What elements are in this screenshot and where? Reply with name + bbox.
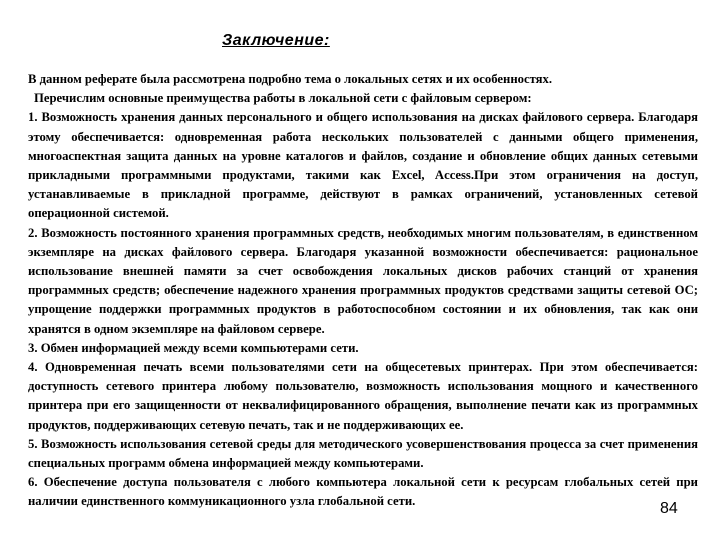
- document-body: [28, 70, 698, 512]
- page-title: Заключение:: [222, 32, 330, 49]
- lead-paragraph: Перечислим основные преимущества работы в локальной сети с файловым сервером:: [34, 91, 532, 106]
- list-item-5: 5. Возможность использования сетевой среды для методического усовершенствования процесса за счет применения специальных программ обмена информацией между компьютерами.: [28, 436, 698, 471]
- page-number: 84: [660, 500, 678, 517]
- list-item-3: 3. Обмен информацией между всеми компьютерами сети.: [28, 340, 359, 355]
- list-item-1: 1. Возможность хранения данных персонального и общего использования на дисках файлового сервера. Благодаря этому обеспечивается: одновременная работа нескольких пользователей с данными общего применения, многоаспектная защита данных на уровне каталогов и файлов, создание и обновление общих данных сетевыми прикладными программными продуктами, такими как Excel, Access.При этом ограничения на доступ, устанавливаемые в прикладной программе, действуют в рамках ограничений, установленных сетевой операционной системой.: [28, 110, 698, 221]
- list-item-4: 4. Одновременная печать всеми пользователями сети на общесетевых принтерах. При этом обеспечивается: доступность сетевого принтера любому пользователю, возможность использования мощного и качественного принтера при его защищенности от неквалифицированного обращения, выполнение печати как из программных продуктов, поддерживающих сетевую печать, так и не поддерживающих ее.: [28, 360, 698, 432]
- intro-paragraph: В данном реферате была рассмотрена подробно тема о локальных сетях и их особенностях.: [28, 72, 553, 86]
- list-item-6: 6. Обеспечение доступа пользователя с любого компьютера локальной сети к ресурсам глобальных сетей при наличии единственного коммуникационного узла глобальной сети.: [28, 475, 698, 509]
- list-item-2: 2. Возможность постоянного хранения программных средств, необходимых многим пользователям, в единственном экземпляре на дисках файлового сервера. Благодаря указанной возможности обеспечивается: рациональное использование внешней памяти за счет освобождения локальных дисков рабочих станций от хранения программных средств; обеспечение надежного хранения программных продуктов средствами защиты сетевой ОС; упрощение поддержки программных продуктов в работоспособном состоянии и их обновления, так как они хранятся в одном экземпляре на файловом сервере.: [28, 225, 698, 336]
